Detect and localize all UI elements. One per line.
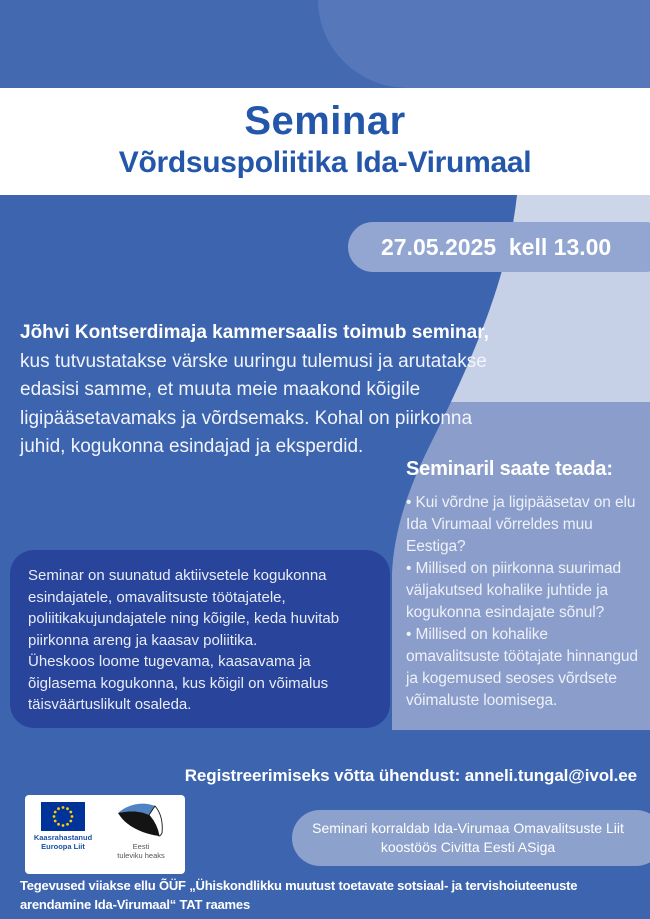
audience-paragraph-1: Seminar on suunatud aktiivsetele kogukonna esindajatele, omavalitsuste töötajatele, poliitikakujundajatele ning kõigile, keda huvitab piirkonna areng ja kaasav poliitika. (28, 567, 340, 649)
date-time-text: 27.05.2025 kell 13.00 (381, 234, 612, 260)
estonia-future-logo (101, 802, 181, 860)
ee-caption-line1: Eesti (132, 842, 150, 851)
intro-lead-bold: Jõhvi Kontserdimaja kammersaalis toimub seminar, (20, 322, 489, 343)
organizer-badge (292, 810, 650, 866)
poster-subtitle: Võrdsuspoliitika Ida-Virumaal (118, 146, 532, 179)
footer-funding-note: Tegevused viiakse ellu ÕÜF „Ühiskondlikku muutust toetavate sotsiaal- ja tervishoiuteenuste arendamine Ida-Virumaal“ TAT raames (20, 878, 578, 912)
eu-caption-line1: Kaasrahastanud (33, 833, 93, 842)
header-band (0, 0, 650, 88)
funders-logo-card (25, 795, 185, 874)
date-time-badge (348, 222, 650, 272)
intro-paragraph (20, 319, 520, 462)
topics-bullet-item: • Kui võrdne ja ligipääsetav on elu Ida Virumaal võrreldes muu Eestiga? (406, 494, 636, 555)
eu-funding-logo (31, 802, 95, 851)
ee-caption-line2: tuleviku heaks (117, 850, 165, 860)
topics-bullet-list (406, 492, 644, 712)
organizer-badge-text: Seminari korraldab Ida-Virumaa Omavalitsuste Liit koostöös Civitta Eesti ASiga (312, 820, 624, 855)
audience-box (10, 550, 390, 728)
audience-paragraph-2: Üheskoos loome tugevama, kaasavama ja õiglasema kogukonna, kus kõigil on võimalus täisväärtuslikult osaleda. (28, 653, 329, 713)
topics-heading: Seminaril saate teada: (406, 458, 613, 480)
eu-caption-line2: Euroopa Liit (41, 841, 85, 851)
poster-title: Seminar (244, 99, 406, 143)
eu-flag-icon (41, 802, 85, 831)
light-strip-top (500, 195, 650, 222)
title-band (0, 88, 650, 195)
registration-contact-line: Registreerimiseks võtta ühendust: anneli.tungal@ivol.ee (184, 766, 637, 785)
intro-rest: kus tutvustatakse värske uuringu tulemusi ja arutatakse edasisi samme, et muuta meie maakond kõigile ligipääsetavamaks ja võrdsemaks. Kohal on piirkonna juhid, kogukonna esindajad ja eksperdid. (20, 350, 487, 457)
header-curve-shape (318, 0, 650, 88)
topics-bullet-item: • Millised on piirkonna suurimad väljakutsed kohalike juhtide ja kogukonna esindajate sõnul? (406, 560, 622, 621)
topics-bullet-item: • Millised on kohalike omavalitsuste töötajate hinnangud ja kogemused seoses võrdsete võimaluste loomisega. (406, 626, 638, 709)
estonian-flag-icon (115, 802, 167, 840)
